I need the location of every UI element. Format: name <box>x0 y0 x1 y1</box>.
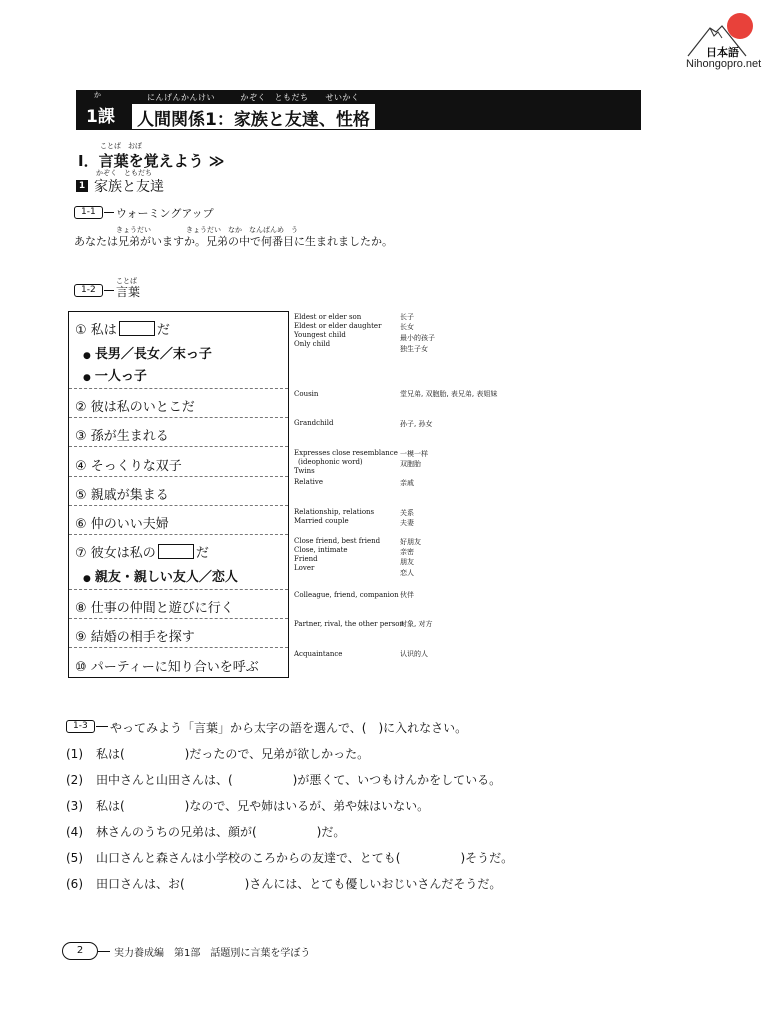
exercise-tag: 1-3 <box>66 720 95 733</box>
vocab-row <box>69 534 288 590</box>
vocab-row <box>69 446 288 477</box>
exercise-instruction: やってみよう「言葉」から太字の語を選んで、( )に入れなさい。 <box>110 721 468 735</box>
footer-text: 実力養成編 第1部 話題別に言葉を学ぼう <box>114 948 311 959</box>
gloss-zh: 朋友 <box>400 558 414 566</box>
gloss-en: Lover <box>294 564 315 572</box>
gloss-en: Eldest or elder son <box>294 313 362 321</box>
warmup-question: あなたは兄弟がいますか。兄弟の中で何番目に生まれましたか。 <box>74 235 393 248</box>
gloss-zh: 恋人 <box>400 569 414 577</box>
gloss-zh: 亲戚 <box>400 479 414 487</box>
vocab-row <box>69 647 288 677</box>
gloss-zh: 认识的人 <box>400 650 428 658</box>
lesson-title-ruby: にんげんかんけい かぞく ともだち せいかく <box>147 93 360 102</box>
gloss-zh: 堂兄弟, 双胞胎, 表兄弟, 表姐妹 <box>400 390 498 398</box>
gloss-en: Eldest or elder daughter <box>294 322 382 330</box>
warmup-label: ウォーミングアップ <box>116 207 214 220</box>
exercise-item: (6) 田口さんは、お( )さんには、とても優しいおじいさんだそうだ。 <box>66 877 502 891</box>
gloss-zh: 好朋友 <box>400 538 421 546</box>
vocab-box <box>68 311 289 678</box>
vocab-label: 言葉 <box>116 285 141 299</box>
vocab-tag-line <box>104 290 114 291</box>
gloss-en: Youngest child <box>294 331 346 339</box>
exercise-item: (4) 林さんのうちの兄弟は、顔が( )だ。 <box>66 825 346 839</box>
gloss-en: Relative <box>294 478 323 486</box>
exercise-item: (3) 私は( )なので、兄や姉はいるが、弟や妹はいない。 <box>66 799 430 813</box>
subsection-title: 家族と友達 <box>94 179 164 195</box>
gloss-zh: 对象, 对方 <box>400 620 433 628</box>
warmup-question-ruby: きょうだい きょうだい なか なんばんめ う <box>116 226 298 234</box>
gloss-en: Relationship, relations <box>294 508 375 516</box>
gloss-zh: 长女 <box>400 323 414 331</box>
vocab-row <box>69 589 288 619</box>
vocab-item-2: ② 彼は私のいとこだ <box>75 400 195 415</box>
gloss-zh: 孙子, 孙女 <box>400 420 433 428</box>
gloss-zh: 夫妻 <box>400 519 414 527</box>
lesson-title: 人間関係1：家族と友達、性格 <box>137 110 370 130</box>
vocab-item-1a: ● 長男／長女／末っ子 <box>83 347 212 362</box>
vocab-row <box>69 388 288 418</box>
exercise-tag-line <box>96 726 108 727</box>
gloss-zh: 双胞胎 <box>400 460 421 468</box>
gloss-en: Cousin <box>294 390 319 398</box>
lesson-number-ruby: か <box>94 91 101 99</box>
vocab-row <box>69 618 288 648</box>
gloss-zh: 独生子女 <box>400 345 428 353</box>
vocab-row <box>69 505 288 535</box>
warmup-tag: 1-1 <box>74 206 103 219</box>
section-title-ruby: ことば おぼ <box>100 142 142 150</box>
gloss-en: Close friend, best friend <box>294 537 381 545</box>
vocab-item-7a: ● 親友・親しい友人／恋人 <box>83 570 238 585</box>
answer-blank <box>158 544 194 559</box>
vocab-item-5: ⑤ 親戚が集まる <box>75 488 169 503</box>
exercise-item: (2) 田中さんと山田さんは、( )が悪くて、いつもけんかをしている。 <box>66 773 502 787</box>
subsection-ruby: かぞく ともだち <box>96 169 152 177</box>
sun-icon <box>727 13 753 39</box>
section-title: Ⅰ．言葉を覚えよう ≫ <box>78 152 225 170</box>
logo-site: Nihongopro.net <box>686 58 762 70</box>
gloss-en: Only child <box>294 340 331 348</box>
exercise-item: (5) 山口さんと森さんは小学校のころからの友達で、とても( )そうだ。 <box>66 851 514 865</box>
gloss-en: Partner, rival, the other person <box>294 620 405 628</box>
lesson-number: 1課 <box>86 107 115 127</box>
gloss-zh: 长子 <box>400 313 414 321</box>
vocab-label-ruby: ことば <box>116 277 137 285</box>
exercise-item: (1) 私は( )だったので、兄弟が欲しかった。 <box>66 747 370 761</box>
gloss-en: Friend <box>294 555 318 563</box>
gloss-zh: 关系 <box>400 509 414 517</box>
answer-blank <box>119 321 155 336</box>
vocab-item-8: ⑧ 仕事の仲間と遊びに行く <box>75 601 234 616</box>
gloss-zh: 伙伴 <box>400 591 414 599</box>
gloss-zh: 最小的孩子 <box>400 334 435 342</box>
footer-rule <box>98 951 110 952</box>
vocab-item-10: ⑩ パーティーに知り合いを呼ぶ <box>75 660 259 675</box>
vocab-row <box>69 312 288 389</box>
gloss-en: Grandchild <box>294 419 334 427</box>
gloss-en: Expresses close resemblance <box>294 449 398 457</box>
gloss-en: Close, intimate <box>294 546 348 554</box>
vocab-item-7: ⑦ 彼女は私の だ <box>75 546 209 561</box>
vocab-row <box>69 476 288 506</box>
gloss-en: Twins <box>294 467 315 475</box>
vocab-row <box>69 417 288 447</box>
gloss-en: Married couple <box>294 517 349 525</box>
gloss-zh: 一模一样 <box>400 450 428 458</box>
gloss-en: (ideophonic word) <box>298 458 363 466</box>
vocab-item-1: ① 私は だ <box>75 323 170 338</box>
gloss-en: Colleague, friend, companion <box>294 591 399 599</box>
warmup-tag-line <box>104 212 114 213</box>
vocab-item-3: ③ 孫が生まれる <box>75 429 169 444</box>
vocab-item-9: ⑨ 結婚の相手を探す <box>75 630 195 645</box>
vocab-item-1b: ● 一人っ子 <box>83 369 147 384</box>
page-number: 2 <box>62 942 98 960</box>
gloss-en: Acquaintance <box>294 650 343 658</box>
gloss-zh: 亲密 <box>400 548 414 556</box>
vocab-item-4: ④ そっくりな双子 <box>75 459 182 474</box>
subsection-marker: 1 <box>76 180 88 192</box>
vocab-tag: 1-2 <box>74 284 103 297</box>
vocab-item-6: ⑥ 仲のいい夫婦 <box>75 517 169 532</box>
logo-kanji: 日本語 <box>706 46 739 59</box>
